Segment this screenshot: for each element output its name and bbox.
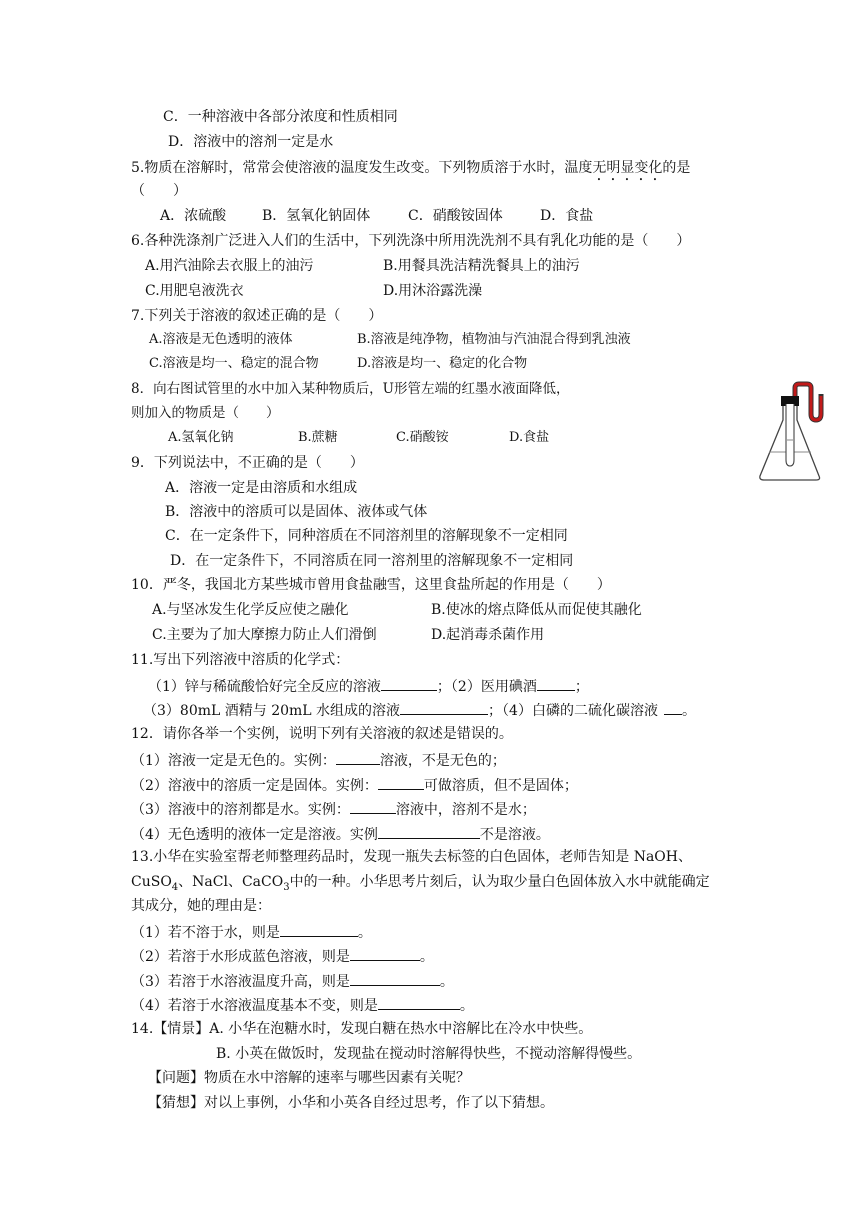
q6-option-a: A.用汽油除去衣服上的油污 xyxy=(145,258,314,274)
q9-option-c: C．在一定条件下，同种溶质在不同溶剂里的溶解现象不一定相同 xyxy=(165,528,568,544)
q8-stem-line1: 8．向右图试管里的水中加入某种物质后，U形管左端的红墨水液面降低， xyxy=(131,381,570,397)
q11-blank1[interactable] xyxy=(381,675,437,691)
q5-stem xyxy=(131,158,690,184)
q13-nacl-caco: 、NaCl、CaCO xyxy=(178,874,284,890)
q10-stem: 10．严冬，我国北方某些城市曾用食盐融雪，这里食盐所起的作用是（ ） xyxy=(131,577,611,593)
q13-p1-end: 。 xyxy=(357,925,372,941)
q12-blank2[interactable] xyxy=(378,774,424,790)
q8-option-b: B.蔗糖 xyxy=(298,430,338,445)
q13-p2-text: （2）若溶于水形成蓝色溶液，则是 xyxy=(131,949,350,965)
q8-stem-line2: 则加入的物质是（ ） xyxy=(131,405,280,421)
q13-p4-text: （4）若溶于水溶液温度基本不变，则是 xyxy=(131,998,378,1014)
q5-answer-paren: （ ） xyxy=(131,183,187,199)
q13-part3 xyxy=(131,970,454,992)
q13-blank4[interactable] xyxy=(378,994,460,1010)
q13-sub-4: 4 xyxy=(171,881,179,893)
q5-option-c: C．硝酸铵固体 xyxy=(408,208,503,224)
q13-p3-text: （3）若溶于水溶液温度升高，则是 xyxy=(131,974,350,990)
q12-blank4[interactable] xyxy=(378,823,480,839)
q10-option-a: A.与坚冰发生化学反应使之融化 xyxy=(152,602,349,618)
q7-option-c: C.溶液是均一、稳定的混合物 xyxy=(149,356,319,371)
q10-option-b: B.使冰的熔点降低从而促使其融化 xyxy=(431,602,642,618)
q12-line4 xyxy=(131,823,550,845)
flask-u-tube-illustration xyxy=(755,380,825,482)
q12-l3-end: 溶液中，溶剂不是水； xyxy=(395,802,536,818)
q9-option-a: A．溶液一定是由溶质和水组成 xyxy=(165,480,358,496)
q8-option-c: C.硝酸铵 xyxy=(396,430,449,445)
q14-question: 【问题】物质在水中溶解的速率与哪些因素有关呢？ xyxy=(148,1070,470,1086)
q7-option-b: B.溶液是纯净物，植物油与汽油混合得到乳浊液 xyxy=(357,332,631,347)
q5-option-a: A．浓硫酸 xyxy=(160,208,227,224)
q11-part3-end: ； xyxy=(488,703,503,719)
q11-blank3[interactable] xyxy=(400,699,488,715)
q11-part2: （2）医用碘酒 xyxy=(450,679,537,695)
q11-part3: （3）80mL 酒精与 20mL 水组成的溶液 xyxy=(143,703,401,719)
q9-option-b: B．溶液中的溶质可以是固体、液体或气体 xyxy=(165,504,428,520)
q5-option-b: B．氢氧化钠固体 xyxy=(262,208,371,224)
q13-p2-end: 。 xyxy=(419,949,434,965)
q14-scenario-b: B. 小英在做饭时，发现盐在搅动时溶解得快些，不搅动溶解得慢些。 xyxy=(216,1046,642,1062)
q13-line3: 其成分，她的理由是： xyxy=(131,898,271,914)
q9-stem: 9．下列说法中，不正确的是（ ） xyxy=(131,455,364,471)
q8-option-d: D.食盐 xyxy=(509,430,550,445)
q10-option-d: D.起消毒杀菌作用 xyxy=(431,627,545,643)
q13-part1 xyxy=(131,921,372,943)
q13-part2 xyxy=(131,945,434,967)
q12-line1 xyxy=(131,749,506,771)
q11-part1: （1）锌与稀硫酸恰好完全反应的溶液 xyxy=(148,679,381,695)
q11-part2-end: ； xyxy=(574,679,589,695)
q7-stem: 7.下列关于溶液的叙述正确的是（ ） xyxy=(131,308,383,324)
q6-option-d: D.用沐浴露洗澡 xyxy=(383,283,483,299)
q7-option-d: D.溶液是均一、稳定的化合物 xyxy=(357,356,528,371)
q9-option-d: D．在一定条件下，不同溶质在同一溶剂里的溶解现象不一定相同 xyxy=(170,553,574,569)
q13-p3-end: 。 xyxy=(439,974,454,990)
q14-hypothesis: 【猜想】对以上事例，小华和小英各自经过思考，作了以下猜想。 xyxy=(148,1095,554,1111)
q13-blank1[interactable] xyxy=(280,921,358,937)
q11-line2 xyxy=(143,699,696,721)
q5-stem-text: 5.物质在溶解时，常常会使溶液的温度发生改变。下列物质溶于水时，温度 xyxy=(131,160,593,176)
q4-option-c: C．一种溶液中各部分浓度和性质相同 xyxy=(163,109,398,125)
q5-option-d: D．食盐 xyxy=(540,208,594,224)
q12-l1-text: （1）溶液一定是无色的。实例： xyxy=(131,753,336,769)
q12-stem: 12．请你各举一个实例，说明下列有关溶液的叙述是错误的。 xyxy=(131,726,513,742)
q11-part1-end: ； xyxy=(436,679,451,695)
q11-part4: （4）白磷的二硫化碳溶液 xyxy=(502,703,658,719)
q7-option-a: A.溶液是无色透明的液体 xyxy=(149,332,293,347)
q10-option-c: C.主要为了加大摩擦力防止人们滑倒 xyxy=(152,627,377,643)
q11-line1 xyxy=(148,675,589,697)
q12-blank1[interactable] xyxy=(336,749,380,765)
q13-line1: 13.小华在实验室帮老师整理药品时，发现一瓶失去标签的白色固体，老师告知是 NaOH、 xyxy=(131,849,692,865)
q13-p4-end: 。 xyxy=(459,998,474,1014)
q12-l2-text: （2）溶液中的溶质一定是固体。实例： xyxy=(131,778,378,794)
q8-option-a: A.氢氧化钠 xyxy=(168,430,234,445)
q12-l4-end: 不是溶液。 xyxy=(479,827,550,843)
q12-l1-end: 溶液，不是无色的； xyxy=(379,753,506,769)
q12-l4-text: （4）无色透明的液体一定是溶液。实例 xyxy=(131,827,378,843)
q12-line2 xyxy=(131,774,578,796)
q13-part4 xyxy=(131,994,474,1016)
q11-blank2[interactable] xyxy=(537,675,575,691)
q13-sub-3: 3 xyxy=(283,881,290,893)
q12-blank3[interactable] xyxy=(350,798,396,814)
q13-p1-text: （1）若不溶于水，则是 xyxy=(131,925,280,941)
q5-stem-end: 的是 xyxy=(662,160,691,176)
q4-option-d: D．溶液中的溶剂一定是水 xyxy=(168,134,334,150)
q6-stem: 6.各种洗涤剂广泛进入人们的生活中，下列洗涤中所用洗洗剂不具有乳化功能的是（ ） xyxy=(131,233,691,249)
q5-emphasis: 无明显变化 xyxy=(592,160,663,176)
q11-stem: 11.写出下列溶液中溶质的化学式： xyxy=(131,652,350,668)
q13-blank3[interactable] xyxy=(350,970,440,986)
q6-option-b: B.用餐具洗洁精洗餐具上的油污 xyxy=(383,258,580,274)
q13-blank2[interactable] xyxy=(350,945,420,961)
q12-l2-end: 可做溶质，但不是固体； xyxy=(423,778,578,794)
q11-part4-end: 。 xyxy=(681,703,696,719)
q12-line3 xyxy=(131,798,536,820)
q12-l3-text: （3）溶液中的溶剂都是水。实例： xyxy=(131,802,350,818)
q13-line2-text: 中的一种。小华思考片刻后，认为取少量白色固体放入水中就能确定 xyxy=(289,874,710,890)
q14-scenario-a: 14.【情景】A. 小华在泡糖水时，发现白糖在热水中溶解比在冷水中快些。 xyxy=(131,1021,593,1037)
q6-option-c: C.用肥皂液洗衣 xyxy=(145,283,244,299)
q13-line2 xyxy=(131,872,710,898)
q13-cuso4: CuSO xyxy=(131,874,172,890)
q11-blank4[interactable] xyxy=(664,699,682,715)
